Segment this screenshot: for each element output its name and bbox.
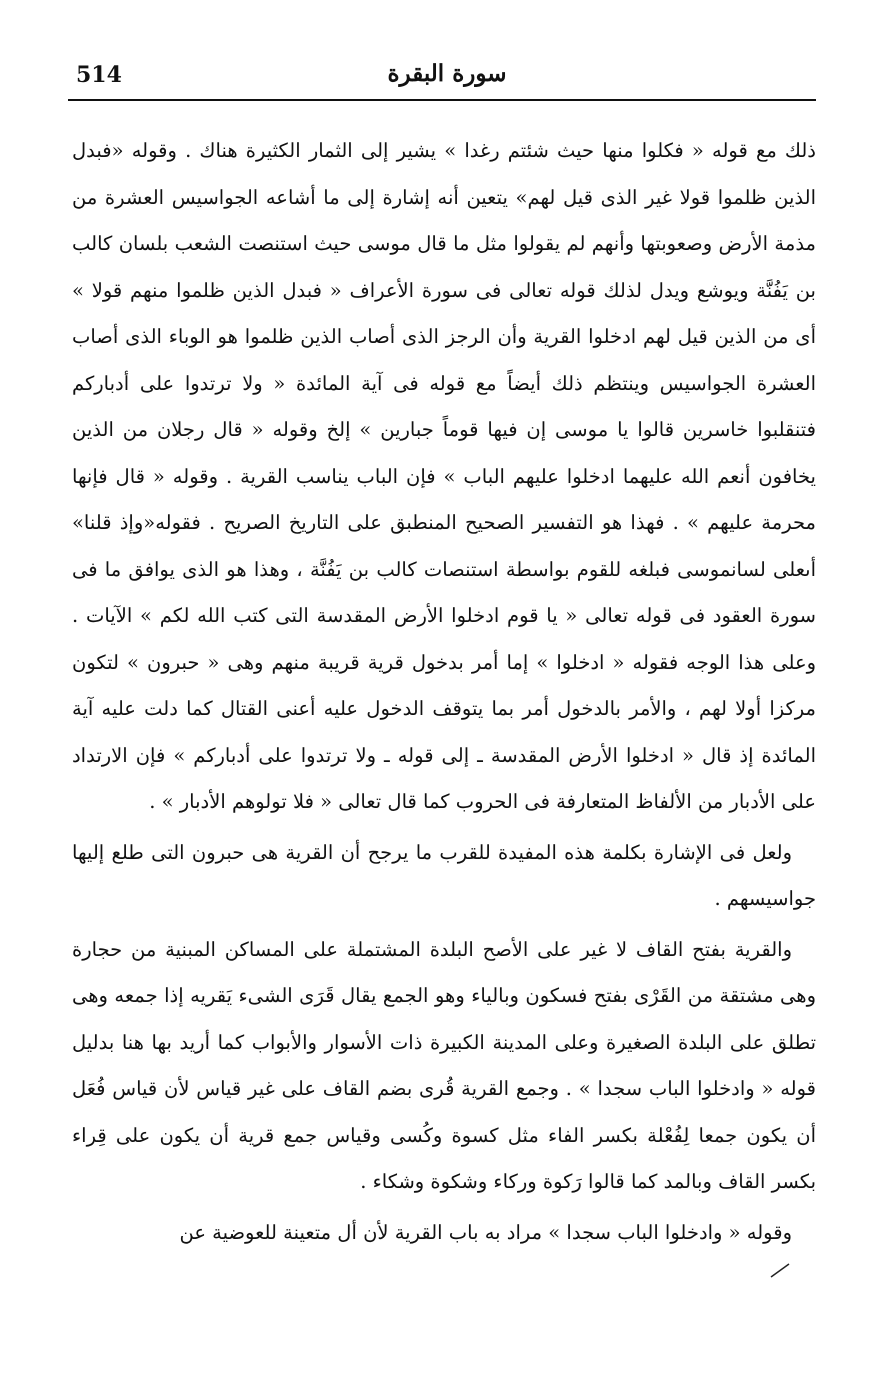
running-title: سورة البقرة <box>387 60 507 87</box>
paragraph: والقرية بفتح القاف لا غير على الأصح البلدة المشتملة على المساكن المبنية من حجارة وهى مشتقة من القَرْى بفتح فسكون وبالياء وهو الجمع يقال قَرَى الشىء يَقريه إذا جمعه وهى تطلق على البلدة الصغيرة وعلى المدينة الكبيرة ذات الأسوار والأبواب كما أريد بها هنا بدليل قوله « وادخلوا الباب سجدا » . وجمع القرية قُرى بضم القاف على غير قياس لأن قياس فُعَل أن يكون جمعا لِفُعْلة بكسر الفاء مثل كسوة وكُسى وقياس جمع قرية أن يكون على قِراء بكسر القاف وبالمد كما قالوا رَكوة وركاء وشكوة وشكاء . <box>72 937 816 1193</box>
paragraph: ولعل فى الإشارة بكلمة هذه المفيدة للقرب ما يرجح أن القرية هى حبرون التى طلع إليها جواسيسهم . <box>72 840 816 910</box>
paragraph: ذلك مع قوله « فكلوا منها حيث شئتم رغدا » يشير إلى الثمار الكثيرة هناك . وقوله «فبدل الذين ظلموا قولا غير الذى قيل لهم» يتعين أنه إشارة إلى ما أشاعه الجواسيس العشرة من مذمة الأرض وصعوبتها وأنهم لم يقولوا مثل ما قال موسى حيث استنصت الشعب بلسان كالب بن يَفُنَّة ويوشع ويدل لذلك قوله تعالى فى سورة الأعراف « فبدل الذين ظلموا منهم قولا » أى من الذين قيل لهم ادخلوا القرية وأن الرجز الذى أصاب الذين ظلموا هو الوباء الذى أصاب العشرة الجواسيس وينتظم ذلك أيضاً مع قوله فى آية المائدة « ولا ترتدوا على أدباركم فتنقلبوا خاسرين قالوا يا موسى إن فيها قوماً جبارين » إلخ وقوله « قال رجلان من الذين يخافون أنعم الله عليهما ادخلوا عليهم الباب » فإن الباب يناسب القرية . وقوله « قال فإنها محرمة عليهم » . فهذا هو التفسير الصحيح المنطبق على التاريخ الصريح . فقوله«وإذ قلنا» أىعلى لسانموسى فبلغه للقوم بواسطة استنصات كالب بن يَفُنَّة ، وهذا هو الذى يوافق ما فى سورة العقود فى قوله تعالى « يا قوم ادخلوا الأرض المقدسة التى كتب الله لكم » الآيات . وعلى هذا الوجه فقوله « ادخلوا » إما أمر بدخول قرية قريبة منهم وهى « حبرون » لتكون مركزا أولا لهم ، والأمر بالدخول أمر بما يتوقف الدخول عليه أعنى القتال كما دلت عليه آية المائدة إذ قال « ادخلوا الأرض المقدسة ـ إلى قوله ـ ولا ترتدوا على أدباركم » فإن الارتداد على الأدبار من الألفاظ المتعارفة فى الحروب كما قال تعالى « فلا تولوهم الأدبار » . <box>72 139 817 813</box>
page-header <box>68 58 826 96</box>
page-number: 514 <box>76 62 122 88</box>
page-body <box>72 128 816 1256</box>
paragraph: وقوله « وادخلوا الباب سجدا » مراد به باب القرية لأن أل متعينة للعوضية عن <box>179 1220 792 1244</box>
header-rule <box>68 99 816 101</box>
pen-mark-icon <box>770 1262 790 1278</box>
